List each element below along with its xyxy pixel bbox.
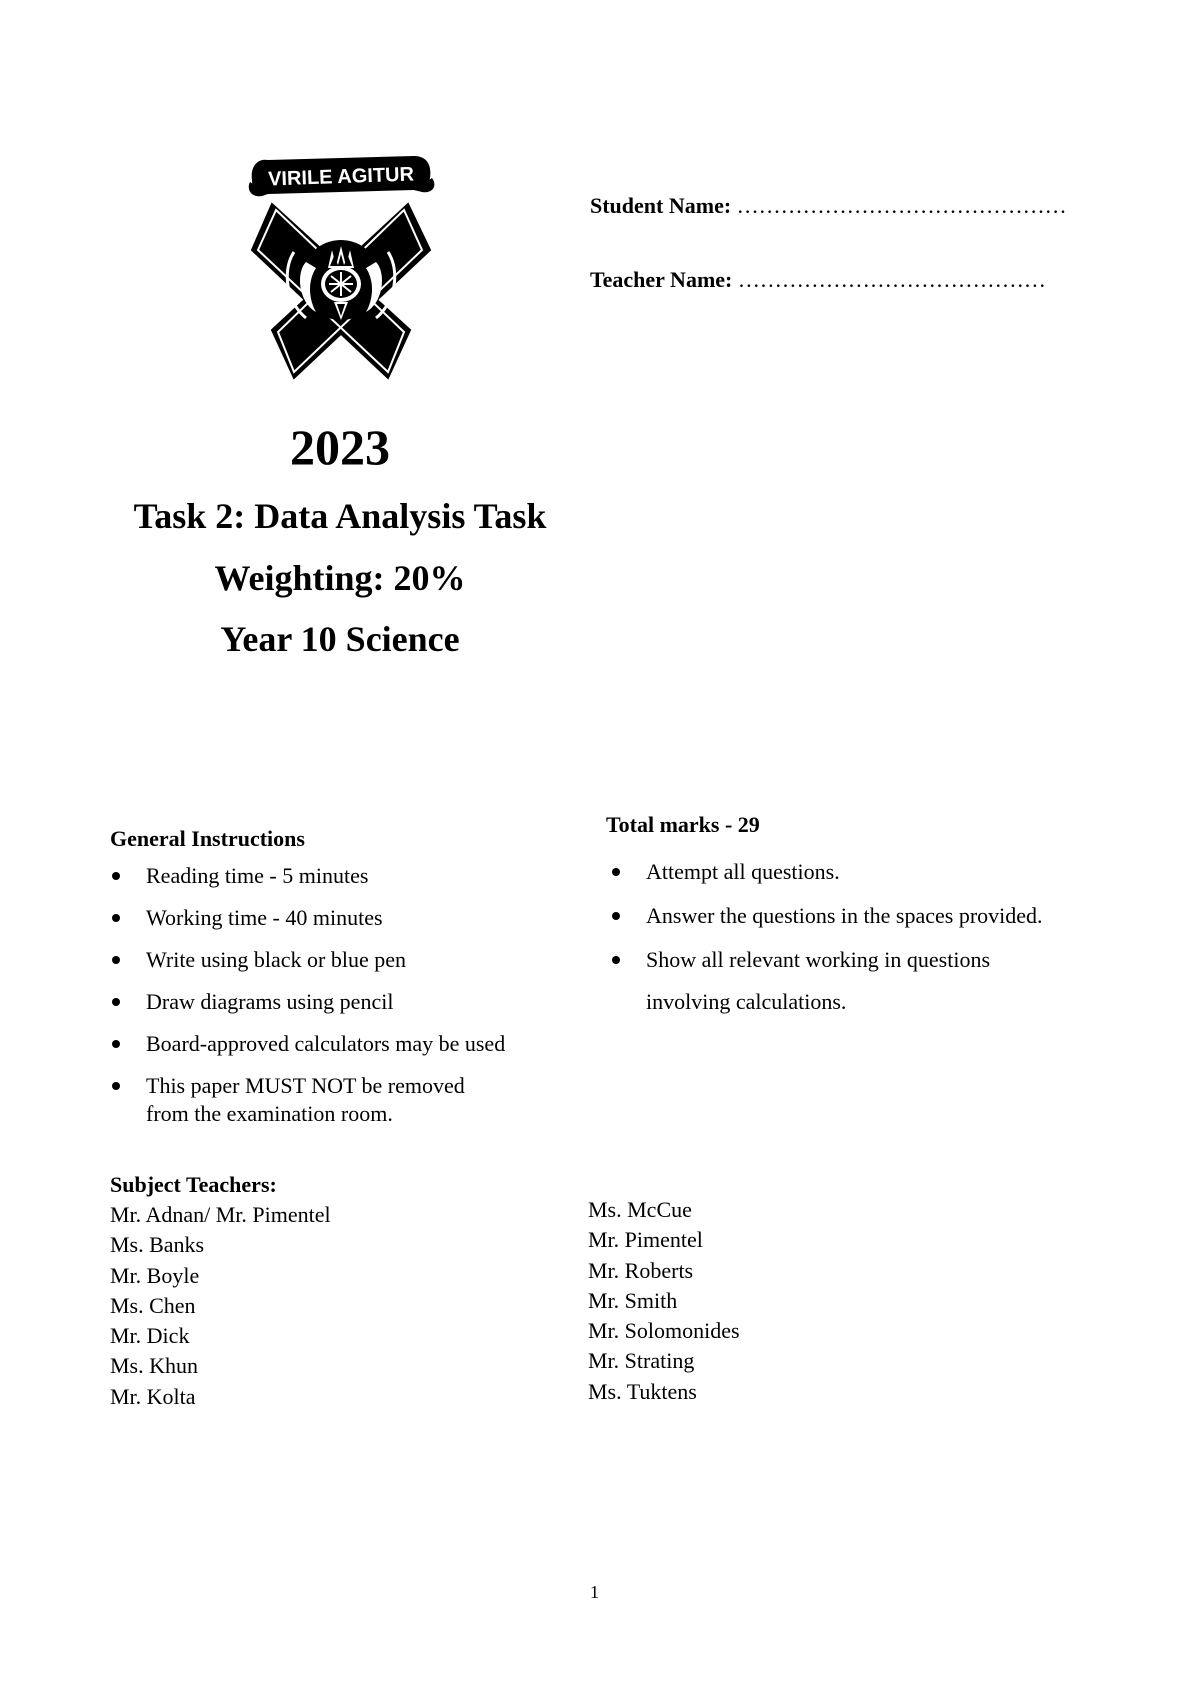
instruction-text: Board-approved calculators may be used [146,1031,506,1056]
list-item [610,902,1130,930]
instruction-text: Show all relevant working in questions [646,947,991,972]
teacher-name: Ms. Tuktens [588,1378,697,1404]
instruction-text: Attempt all questions. [646,859,840,884]
instruction-text: Answer the questions in the spaces provided. [646,903,1043,928]
list-item [110,988,580,1016]
motto-banner [249,156,435,196]
list-item [110,1030,580,1058]
teacher-name: Mr. Adnan/ Mr. Pimentel [110,1202,331,1227]
teachers-right-column [588,1195,740,1407]
instruction-text-continued: involving calculations. [646,989,847,1014]
teacher-name-dots[interactable]: …………………………………… [737,267,1046,292]
instruction-text: Write using black or blue pen [146,947,406,972]
instruction-text-continued: from the examination room. [146,1101,393,1126]
list-item [110,904,580,932]
logo-motto: VIRILE AGITUR [267,163,415,191]
general-instructions-list [110,862,580,1128]
bullet-icon [112,1040,120,1048]
instruction-text: Draw diagrams using pencil [146,989,394,1014]
bullet-icon [112,956,120,964]
teacher-name: Mr. Pimentel [588,1227,703,1253]
teachers-left-column [110,1200,331,1412]
total-marks-heading: Total marks - 29 [606,812,760,837]
bullet-icon [112,998,120,1006]
teacher-name: Mr. Boyle [110,1262,200,1288]
list-item [110,946,580,974]
bullet-icon [612,956,620,964]
bullet-icon [612,868,620,876]
course-subject: Year 10 Science [220,619,460,659]
teacher-name: Ms. Banks [110,1232,205,1258]
task-title: Task 2: Data Analysis Task [133,496,547,536]
teacher-name: Mr. Roberts [588,1257,694,1283]
teacher-name-field[interactable] [590,267,1046,293]
task-weighting: Weighting: 20% [214,558,466,598]
teacher-name: Mr. Strating [588,1348,695,1374]
page-number: 1 [590,1582,599,1602]
teacher-name: Mr. Kolta [110,1383,196,1409]
list-item [610,946,1130,1016]
teacher-name: Ms. McCue [588,1197,692,1222]
teacher-name: Mr. Dick [110,1323,190,1349]
instruction-text: Working time - 40 minutes [146,905,383,930]
student-name-label: Student Name: [590,193,732,218]
teacher-name: Mr. Smith [588,1287,678,1313]
bullet-icon [112,1082,120,1090]
bullet-icon [112,872,120,880]
subject-teachers-heading: Subject Teachers: [110,1172,277,1197]
general-instructions-heading: General Instructions [110,826,305,851]
student-name-dots[interactable]: ……………………………………… [736,193,1067,218]
teacher-name-label: Teacher Name: [590,267,733,292]
list-item [110,862,580,890]
school-crest-icon [246,152,436,380]
instruction-text: This paper MUST NOT be removed [146,1073,465,1098]
total-marks-list [610,858,1130,1032]
bullet-icon [112,914,120,922]
exam-year: 2023 [290,419,390,475]
student-name-field[interactable] [590,193,1067,219]
bullet-icon [612,912,620,920]
list-item [110,1072,580,1128]
list-item [610,858,1130,886]
teacher-name: Ms. Khun [110,1353,199,1379]
teacher-name: Mr. Solomonides [588,1318,740,1344]
instruction-text: Reading time - 5 minutes [146,863,369,888]
teacher-name: Ms. Chen [110,1292,196,1318]
